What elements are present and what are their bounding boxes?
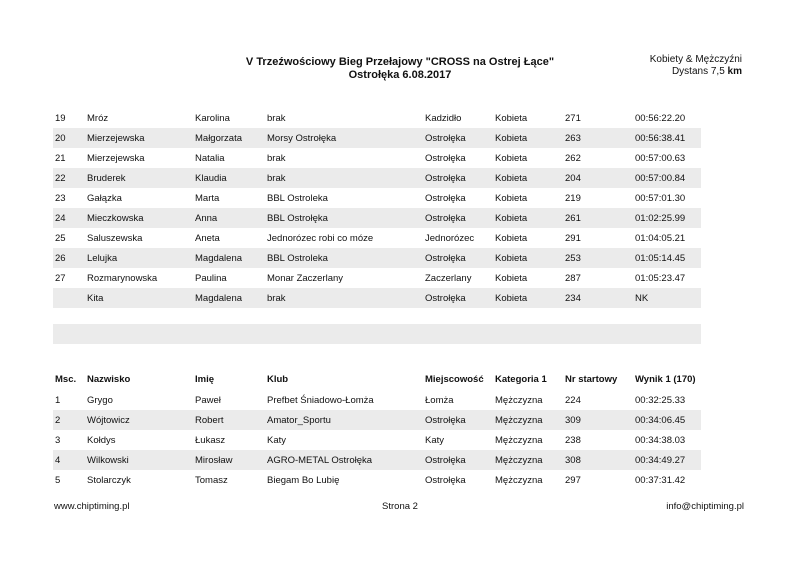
cell-wynik: 00:32:25.33 <box>635 394 686 406</box>
cell-imie: Paulina <box>195 272 227 284</box>
cell-imie: Małgorzata <box>193 128 265 148</box>
table-row <box>53 108 701 128</box>
table-row <box>53 268 701 288</box>
cell-nr: 224 <box>565 394 581 406</box>
cell-nr: 309 <box>563 410 633 430</box>
table-row <box>53 168 701 188</box>
cell-klub: brak <box>265 168 423 188</box>
category-label: Kobiety & Mężczyźni <box>649 54 742 65</box>
cell-imie: Magdalena <box>193 248 265 268</box>
cell-imie: Anna <box>193 208 265 228</box>
cell-klub: Jednorózec robi co móze <box>267 232 374 244</box>
cell-nazwisko: Lelujka <box>85 248 193 268</box>
cell-nazwisko: Bruderek <box>85 168 193 188</box>
table-row <box>53 470 701 490</box>
cell-nazwisko: Wójtowicz <box>85 410 193 430</box>
cell-klub: BBL Ostroleka <box>265 248 423 268</box>
cell-miejscowosc: Kadzidło <box>425 112 462 124</box>
cell-wynik: 00:34:38.03 <box>635 434 686 446</box>
cell-msc <box>53 288 85 308</box>
cell-miejscowosc: Ostrołęka <box>423 450 493 470</box>
cell-nr: 271 <box>565 112 581 124</box>
cell-msc: 22 <box>53 168 85 188</box>
cell-nr: 297 <box>565 474 581 486</box>
cell-nazwisko: Mierzejewska <box>87 152 145 164</box>
cell-kategoria: Kobieta <box>495 272 528 284</box>
cell-msc: 24 <box>53 208 85 228</box>
table-row <box>53 208 701 228</box>
table-row <box>53 228 701 248</box>
cell-wynik: 00:57:00.84 <box>633 168 701 188</box>
cell-kategoria: Kobieta <box>493 208 563 228</box>
table-row <box>53 288 701 308</box>
cell-wynik: 00:56:38.41 <box>633 128 701 148</box>
cell-miejscowosc: Ostrołęka <box>423 128 493 148</box>
cell-klub: brak <box>267 152 286 164</box>
cell-miejscowosc: Ostrołęka <box>423 168 493 188</box>
cell-klub: BBL Ostroleka <box>267 192 328 204</box>
cell-wynik: 01:05:23.47 <box>635 272 686 284</box>
cell-klub: brak <box>265 288 423 308</box>
column-header-msc: Msc. <box>55 373 77 385</box>
cell-kategoria: Kobieta <box>493 248 563 268</box>
cell-kategoria: Mężczyzna <box>493 410 563 430</box>
cell-nazwisko: Kita <box>85 288 193 308</box>
cell-msc: 3 <box>55 434 61 446</box>
cell-klub: Katy <box>267 434 287 446</box>
cell-nr: 262 <box>565 152 581 164</box>
cell-nazwisko: Mróz <box>87 112 109 124</box>
men-results-table <box>53 368 701 490</box>
cell-miejscowosc: Jednorózec <box>425 232 475 244</box>
distance-unit: km <box>727 66 742 77</box>
cell-imie: Tomasz <box>195 474 228 486</box>
cell-wynik: 01:04:05.21 <box>635 232 686 244</box>
table-row <box>53 188 701 208</box>
cell-imie: Robert <box>193 410 265 430</box>
cell-miejscowosc: Ostrołęka <box>425 192 466 204</box>
cell-nazwisko: Mierzejewska <box>85 128 193 148</box>
cell-klub: brak <box>267 112 286 124</box>
cell-miejscowosc: Ostrołęka <box>423 410 493 430</box>
cell-imie: Paweł <box>195 394 221 406</box>
cell-wynik: 00:57:00.63 <box>635 152 686 164</box>
cell-msc: 2 <box>53 410 85 430</box>
cell-imie: Aneta <box>195 232 220 244</box>
cell-msc: 5 <box>55 474 61 486</box>
cell-msc: 27 <box>55 272 66 284</box>
cell-miejscowosc: Katy <box>425 434 445 446</box>
cell-imie: Łukasz <box>195 434 226 446</box>
cell-nazwisko: Gałązka <box>87 192 122 204</box>
title-line-2: Ostrołęka 6.08.2017 <box>348 69 452 81</box>
cell-wynik: 01:02:25.99 <box>633 208 701 228</box>
cell-imie: Natalia <box>195 152 225 164</box>
cell-miejscowosc: Ostrołęka <box>423 248 493 268</box>
cell-nazwisko: Kołdys <box>87 434 116 446</box>
cell-klub: Monar Zaczerlany <box>267 272 344 284</box>
table-row <box>53 430 701 450</box>
cell-imie: Marta <box>195 192 220 204</box>
distance-line <box>650 66 742 78</box>
footer-email: info@chiptiming.pl <box>666 501 744 512</box>
cell-kategoria: Kobieta <box>495 192 528 204</box>
cell-wynik: 00:34:06.45 <box>633 410 701 430</box>
title-line-1: V Trzeźwościowy Bieg Przełajowy "CROSS na Ostrej Łące" <box>245 56 555 68</box>
cell-nazwisko: Rozmarynowska <box>87 272 158 284</box>
race-info <box>650 54 742 78</box>
cell-kategoria: Mężczyzna <box>495 394 543 406</box>
cell-nr: 253 <box>563 248 633 268</box>
cell-nr: 287 <box>565 272 581 284</box>
cell-klub: AGRO-METAL Ostrołęka <box>265 450 423 470</box>
men-results-body <box>53 390 701 490</box>
table-row <box>53 450 701 470</box>
cell-msc: 20 <box>53 128 85 148</box>
cell-nazwisko: Saluszewska <box>87 232 143 244</box>
cell-kategoria: Kobieta <box>495 112 528 124</box>
cell-nr: 238 <box>565 434 581 446</box>
column-header-miejscowosc: Miejscowość <box>425 373 484 385</box>
cell-wynik: 00:57:01.30 <box>635 192 686 204</box>
cell-wynik: 00:56:22.20 <box>635 112 686 124</box>
cell-miejscowosc: Ostrołęka <box>425 152 466 164</box>
cell-miejscowosc: Ostrołęka <box>423 288 493 308</box>
cell-miejscowosc: Zaczerlany <box>425 272 472 284</box>
cell-imie: Mirosław <box>193 450 265 470</box>
cell-msc: 25 <box>55 232 66 244</box>
cell-klub: Morsy Ostrołęka <box>265 128 423 148</box>
cell-nazwisko: Wilkowski <box>85 450 193 470</box>
cell-klub: Biegam Bo Lubię <box>267 474 340 486</box>
table-spacer-row <box>53 324 701 344</box>
cell-imie: Magdalena <box>193 288 265 308</box>
cell-msc: 1 <box>55 394 61 406</box>
cell-nazwisko: Grygo <box>87 394 113 406</box>
cell-msc: 26 <box>53 248 85 268</box>
cell-imie: Karolina <box>195 112 230 124</box>
column-header-row <box>53 368 701 390</box>
footer-page-number: Strona 2 <box>382 501 418 512</box>
cell-klub: Prefbet Śniadowo-Łomża <box>267 394 374 406</box>
column-header-nazwisko: Nazwisko <box>87 373 131 385</box>
cell-msc: 23 <box>55 192 66 204</box>
cell-miejscowosc: Ostrołęka <box>425 474 466 486</box>
women-results-table <box>53 108 701 308</box>
cell-nr: 261 <box>563 208 633 228</box>
cell-nr: 234 <box>563 288 633 308</box>
cell-nazwisko: Stolarczyk <box>87 474 131 486</box>
column-header-kategoria: Kategoria 1 <box>495 373 547 385</box>
cell-kategoria: Kobieta <box>493 128 563 148</box>
cell-nazwisko: Mieczkowska <box>85 208 193 228</box>
table-row <box>53 148 701 168</box>
footer-website: www.chiptiming.pl <box>54 501 130 512</box>
cell-kategoria: Kobieta <box>495 152 528 164</box>
cell-msc: 4 <box>53 450 85 470</box>
women-results-body <box>53 108 701 308</box>
cell-miejscowosc: Ostrołęka <box>423 208 493 228</box>
table-row <box>53 410 701 430</box>
cell-kategoria: Kobieta <box>493 288 563 308</box>
cell-imie: Klaudia <box>193 168 265 188</box>
cell-nr: 263 <box>563 128 633 148</box>
cell-kategoria: Kobieta <box>493 168 563 188</box>
cell-wynik: 00:34:49.27 <box>633 450 701 470</box>
cell-klub: Amator_Sportu <box>265 410 423 430</box>
cell-kategoria: Mężczyzna <box>493 450 563 470</box>
column-header-klub: Klub <box>267 373 289 385</box>
cell-klub: BBL Ostrołęka <box>265 208 423 228</box>
cell-miejscowosc: Łomża <box>425 394 454 406</box>
column-header-nr: Nr startowy <box>565 373 618 385</box>
cell-wynik: 01:05:14.45 <box>633 248 701 268</box>
cell-msc: 21 <box>55 152 66 164</box>
distance-label: Dystans 7,5 <box>671 66 725 77</box>
cell-msc: 19 <box>55 112 66 124</box>
cell-wynik: NK <box>633 288 701 308</box>
cell-nr: 219 <box>565 192 581 204</box>
cell-nr: 204 <box>563 168 633 188</box>
cell-nr: 308 <box>563 450 633 470</box>
cell-kategoria: Mężczyzna <box>495 474 543 486</box>
table-row <box>53 128 701 148</box>
cell-kategoria: Mężczyzna <box>495 434 543 446</box>
cell-wynik: 00:37:31.42 <box>635 474 686 486</box>
column-header-wynik: Wynik 1 (170) <box>635 373 696 385</box>
column-header-imie: Imię <box>195 373 215 385</box>
table-row <box>53 248 701 268</box>
table-row <box>53 390 701 410</box>
cell-kategoria: Kobieta <box>495 232 528 244</box>
cell-nr: 291 <box>565 232 581 244</box>
